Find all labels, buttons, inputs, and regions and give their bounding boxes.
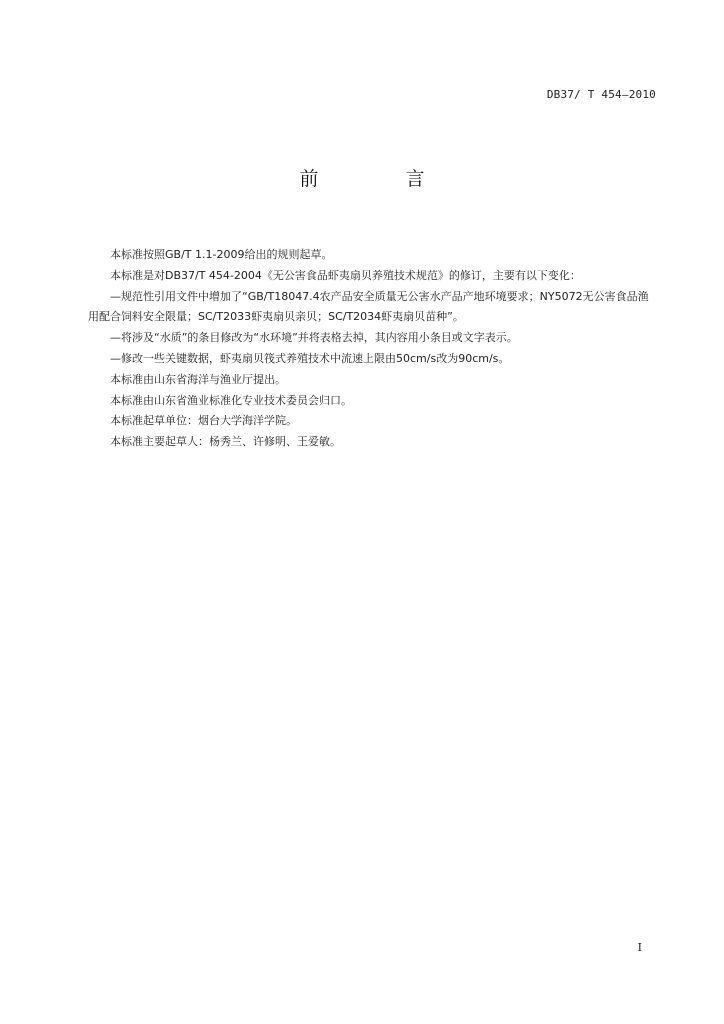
- page-number: I: [637, 941, 642, 954]
- paragraph-centralized-unit: 本标准由山东省渔业标准化专业技术委员会归口。: [110, 393, 352, 407]
- paragraph-normative-references: —规范性引用文件中增加了“GB/T18047.4农产品安全质量无公害水产品产地环境要求；NY5072无公害食品渔用配合饲料安全限量；SC/T2033虾夷扇贝亲贝；SC/T2034虾夷扇贝苗种”。: [88, 289, 649, 324]
- paragraph-key-data: —修改一些关键数据，虾夷扇贝筏式养殖技术中流速上限由50cm/s改为90cm/s。: [110, 351, 510, 365]
- paragraph-water-environment: —将涉及“水质”的条目修改为“水环境”并将表格去掉，其内容用小条目或文字表示。: [110, 331, 518, 345]
- paragraph-revision-intro: 本标准是对DB37/T 454-2004《无公害食品虾夷扇贝养殖技术规范》的修订，主要有以下变化：: [110, 268, 581, 282]
- foreword-content: [88, 245, 658, 453]
- paragraph-drafting-unit: 本标准起草单位：烟台大学海洋学院。: [110, 414, 297, 428]
- page-title: 前 言: [299, 168, 459, 190]
- paragraph-drafting-rules: 本标准按照GB/T 1.1-2009给出的规则起草。: [110, 248, 333, 261]
- paragraph-proposer: 本标准由山东省海洋与渔业厅提出。: [110, 372, 286, 386]
- paragraph-main-drafters: 本标准主要起草人：杨秀兰、许修明、王爱敏。: [110, 435, 341, 449]
- standard-code: DB37/ T 454—2010: [546, 88, 656, 101]
